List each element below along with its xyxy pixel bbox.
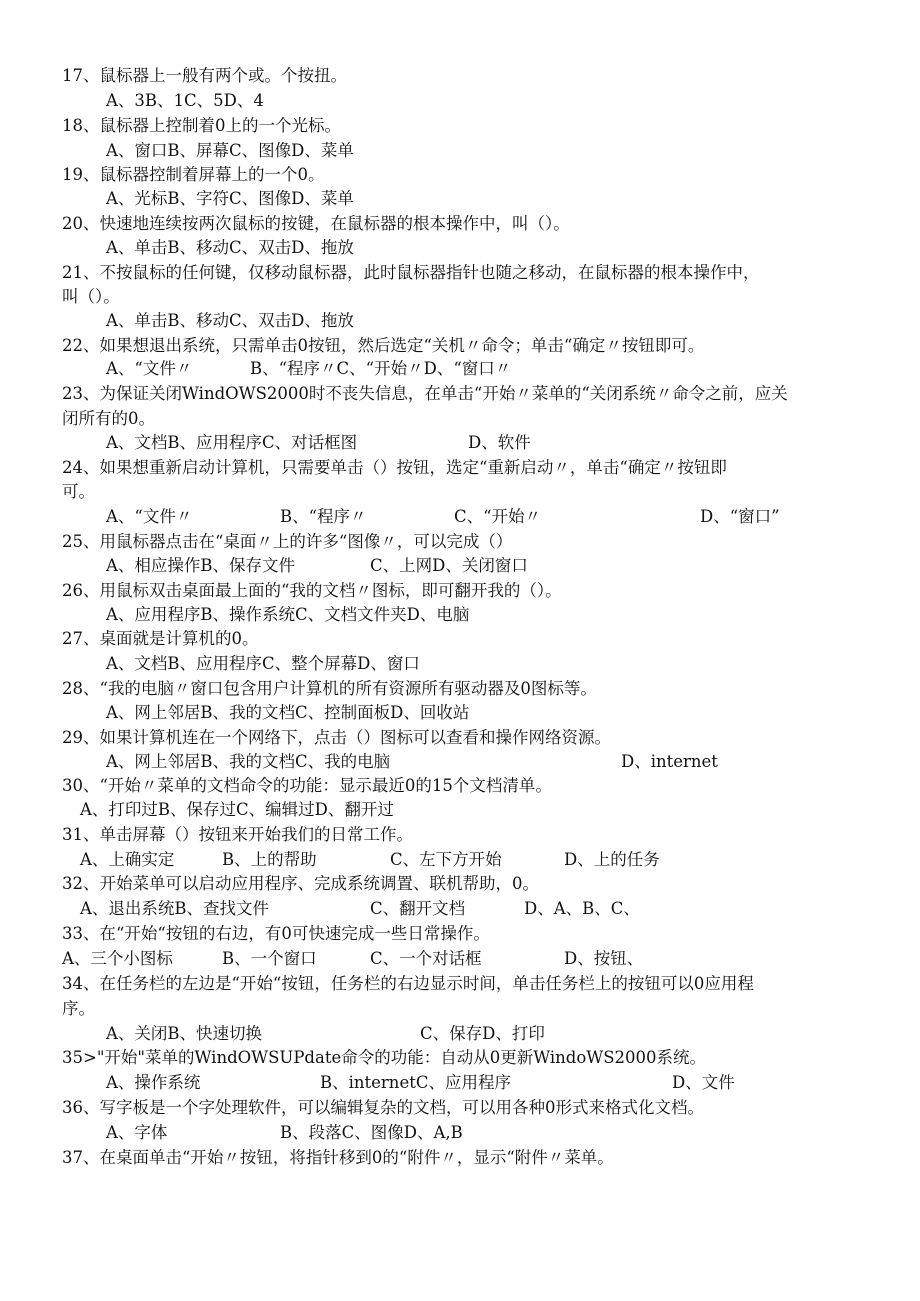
question-24-cont: 可。 [62, 482, 95, 501]
q26-options: A、应用程序B、操作系统C、文档文件夹D、电脑 [106, 605, 470, 624]
q22-option-bcd: B、“程序〃C、“开始〃D、“窗口〃 [250, 359, 512, 378]
q24-option-b: B、“程序〃 [280, 507, 367, 526]
q23-option-d: D、软件 [468, 433, 531, 452]
q32-option-ab: A、退出系统B、查找文件 [80, 899, 270, 918]
question-21: 21、不按鼠标的任何键，仅移动鼠标器，此时鼠标器指针也随之移动，在鼠标器的根本操作中， [62, 263, 760, 282]
q22-option-a: A、“文件〃 [106, 359, 193, 378]
question-17: 17、鼠标器上一般有两个或。个按扭。 [62, 66, 347, 85]
q33-option-d: D、按钮、 [564, 949, 644, 968]
question-25: 25、用鼠标器点击在“桌面〃上的许多“图像〃，可以完成（） [62, 532, 513, 551]
question-21-cont: 叫（）。 [62, 287, 120, 306]
question-29: 29、如果计算机连在一个网络下，点击（）图标可以查看和操作网络资源。 [62, 728, 611, 747]
question-26: 26、用鼠标双击桌面最上面的“我的文档〃图标，即可翻开我的（）。 [62, 581, 562, 600]
q24-option-d: D、“窗口” [700, 507, 780, 526]
q24-option-c: C、“开始〃 [454, 507, 542, 526]
question-34-cont: 序。 [62, 999, 95, 1018]
q18-options: A、窗口B、屏幕C、图像D、菜单 [106, 141, 354, 160]
q31-option-d: D、上的任务 [564, 850, 660, 869]
question-24: 24、如果想重新启动计算机，只需要单击（）按钮，选定“重新启动〃，单击“确定〃按钮即 [62, 458, 727, 477]
q19-options: A、光标B、字符C、图像D、菜单 [106, 189, 354, 208]
q17-options: A、3B、1C、5D、4 [106, 91, 264, 110]
q23-option-abc: A、文档B、应用程序C、对话框图 [106, 433, 358, 452]
question-36: 36、写字板是一个字处理软件，可以编辑复杂的文档，可以用各种0形式来格式化文档。 [62, 1098, 704, 1117]
q33-option-b: B、一个窗口 [222, 949, 317, 968]
q24-option-a: A、“文件〃 [106, 507, 193, 526]
q25-option-ab: A、相应操作B、保存文件 [106, 556, 296, 575]
question-30: 30、“开始〃菜单的文档命令的功能：显示最近0的15个文档清单。 [62, 776, 552, 795]
question-32: 32、开始菜单可以启动应用程序、完成系统调置、联机帮助，0。 [62, 874, 539, 893]
q35-option-bc: B、internetC、应用程序 [320, 1073, 511, 1092]
question-33: 33、在“开始“按钮的右边，有0可快速完成一些日常操作。 [62, 924, 490, 943]
question-31: 31、单击屏幕（）按钮来开始我们的日常工作。 [62, 825, 413, 844]
q35-option-a: A、操作系统 [106, 1073, 201, 1092]
question-20: 20、快速地连续按两次鼠标的按键，在鼠标器的根本操作中，叫（）。 [62, 214, 570, 233]
q29-option-abc: A、网上邻居B、我的文档C、我的电脑 [106, 752, 391, 771]
q30-options: A、打印过B、保存过C、编辑过D、翻开过 [80, 800, 394, 819]
question-22: 22、如果想退出系统，只需单击0按钮，然后选定“关机〃命令；单击“确定〃按钮即可。 [62, 336, 705, 355]
q31-option-b: B、上的帮助 [222, 850, 317, 869]
question-23: 23、为保证关闭WindOWS2000时不丧失信息，在单击“开始〃菜单的“关闭系统〃命令之前，应关 [62, 384, 788, 403]
q29-option-d: D、internet [621, 752, 718, 771]
q31-option-a: A、上确实定 [80, 850, 175, 869]
q33-option-c: C、一个对话框 [370, 949, 482, 968]
question-35: 35>"开始"菜单的WindOWSUPdate命令的功能：自动从0更新WindoWS2000系统。 [62, 1048, 707, 1067]
q35-option-d: D、文件 [672, 1073, 735, 1092]
question-19: 19、鼠标器控制着屏幕上的一个0。 [62, 165, 325, 184]
q33-option-a: A、三个小图标 [62, 949, 173, 968]
q32-option-c: C、翻开文档 [370, 899, 466, 918]
q36-option-a: A、字体 [106, 1123, 168, 1142]
question-23-cont: 闭所有的0。 [62, 409, 155, 428]
q36-option-bcd: B、段落C、图像D、A,B [280, 1123, 463, 1142]
question-37: 37、在桌面单击“开始〃按钮，将指针移到0的“附件〃，显示“附件〃菜单。 [62, 1148, 614, 1167]
question-27: 27、桌面就是计算机的0。 [62, 629, 259, 648]
q20-options: A、单击B、移动C、双击D、拖放 [106, 238, 354, 257]
q25-option-cd: C、上网D、关闭窗口 [370, 556, 528, 575]
q27-options: A、文档B、应用程序C、整个屏幕D、窗口 [106, 654, 420, 673]
q34-option-cd: C、保存D、打印 [420, 1024, 545, 1043]
question-34: 34、在任务栏的左边是“开始“按钮，任务栏的右边显示时间，单击任务栏上的按钮可以0应用程 [62, 974, 754, 993]
question-18: 18、鼠标器上控制着0上的一个光标。 [62, 116, 341, 135]
q21-options: A、单击B、移动C、双击D、拖放 [106, 311, 354, 330]
q32-option-d: D、A、B、C、 [524, 899, 640, 918]
q34-option-ab: A、关闭B、快速切换 [106, 1024, 263, 1043]
q28-options: A、网上邻居B、我的文档C、控制面板D、回收站 [106, 703, 470, 722]
question-28: 28、“我的电脑〃窗口包含用户计算机的所有资源所有驱动器及0图标等。 [62, 679, 597, 698]
q31-option-c: C、左下方开始 [390, 850, 502, 869]
